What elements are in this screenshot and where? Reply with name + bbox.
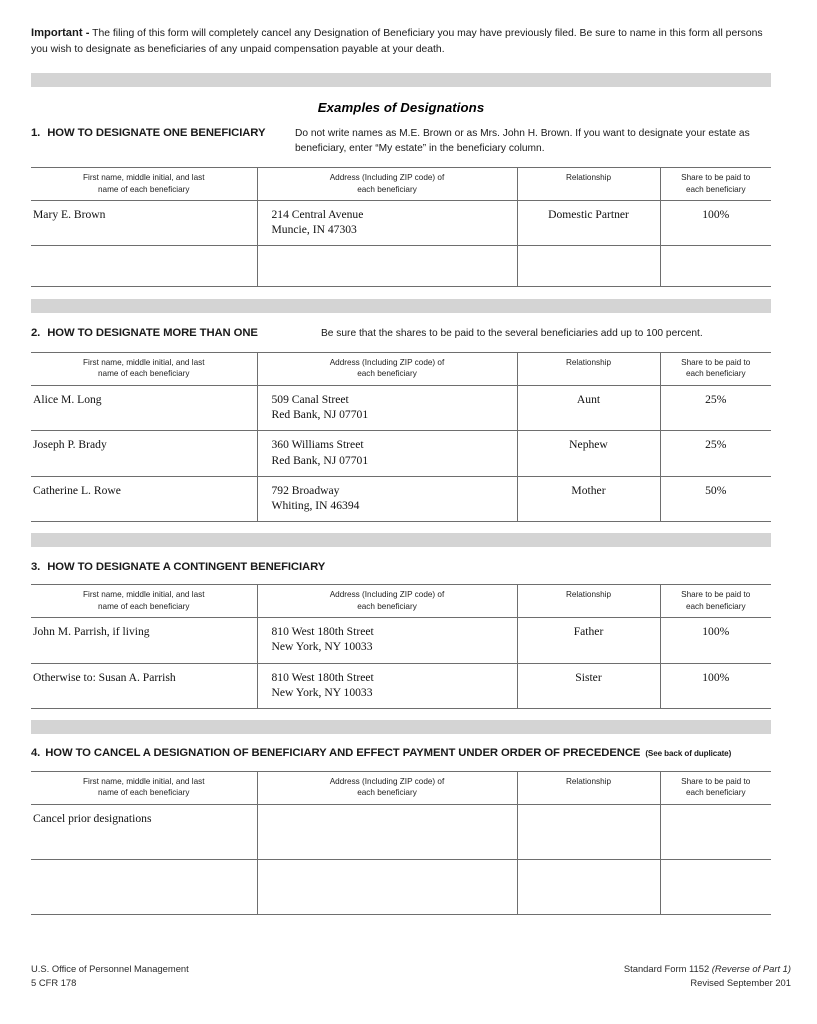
column-header-address bbox=[257, 168, 517, 201]
cell-relationship: Domestic Partner bbox=[517, 201, 660, 246]
column-header-name-line2: name of each beneficiary bbox=[98, 601, 190, 611]
section-title-3: HOW TO DESIGNATE A CONTINGENT BENEFICIARY bbox=[47, 561, 326, 574]
column-header-address-line2: each beneficiary bbox=[357, 601, 417, 611]
cell-address-line1: 509 Canal Street bbox=[271, 392, 349, 406]
column-header-relationship-label: Relationship bbox=[565, 357, 612, 367]
cell-name: John M. Parrish, if living bbox=[31, 618, 257, 663]
column-header-address-line2: each beneficiary bbox=[357, 788, 417, 798]
footer-form-line bbox=[391, 962, 791, 976]
cell-name: Mary E. Brown bbox=[31, 201, 257, 246]
column-header-relationship bbox=[517, 352, 660, 385]
cell-address bbox=[257, 246, 517, 287]
column-header-relationship-label: Relationship bbox=[565, 173, 612, 182]
cell-address-line2: Red Bank, NJ 07701 bbox=[271, 408, 369, 422]
section-number-3: 3. bbox=[31, 561, 41, 574]
cell-name: Catherine L. Rowe bbox=[31, 476, 257, 521]
cell-name: Alice M. Long bbox=[31, 385, 257, 430]
table-header-row bbox=[31, 585, 771, 618]
cell-share: 100% bbox=[660, 618, 771, 663]
column-header-name-line2: name of each beneficiary bbox=[98, 369, 190, 379]
section-subnote-4: (See back of duplicate) bbox=[645, 748, 732, 758]
column-header-share bbox=[660, 168, 771, 201]
column-header-name bbox=[31, 352, 257, 385]
cell-share: 25% bbox=[660, 431, 771, 476]
footer-form-block bbox=[391, 962, 791, 990]
important-label: Important - bbox=[31, 27, 90, 39]
section-header-1 bbox=[31, 127, 771, 156]
column-header-address-line1: Address (Including ZIP code) of bbox=[329, 173, 445, 182]
table-row-empty bbox=[31, 246, 771, 287]
designation-table-3 bbox=[31, 584, 771, 709]
cell-share: 50% bbox=[660, 476, 771, 521]
column-header-share-line2: each beneficiary bbox=[685, 369, 746, 379]
designation-table-4 bbox=[31, 771, 771, 915]
cell-address bbox=[257, 618, 517, 663]
designation-table-2 bbox=[31, 352, 771, 522]
table-row bbox=[31, 804, 771, 859]
column-header-address-line1: Address (Including ZIP code) of bbox=[329, 590, 445, 600]
section-note-1: Do not write names as M.E. Brown or as Mrs. John H. Brown. If you want to designate your estate as beneficiary, enter “My estate” in the beneficiary column. bbox=[295, 128, 750, 154]
cell-share: 25% bbox=[660, 385, 771, 430]
separator-bar-3 bbox=[31, 720, 771, 734]
column-header-share-line1: Share to be paid to bbox=[681, 357, 751, 367]
form-content bbox=[31, 26, 771, 915]
separator-bar-2 bbox=[31, 533, 771, 547]
column-header-relationship bbox=[517, 771, 660, 804]
cell-address bbox=[257, 663, 517, 708]
section-title-1: HOW TO DESIGNATE ONE BENEFICIARY bbox=[47, 127, 266, 139]
section-header-2 bbox=[31, 327, 771, 342]
column-header-address-line2: each beneficiary bbox=[357, 184, 417, 194]
cell-address bbox=[257, 431, 517, 476]
cell-relationship bbox=[517, 246, 660, 287]
cell-address-line1: 792 Broadway bbox=[271, 483, 340, 497]
cell-address bbox=[257, 476, 517, 521]
important-text: The filing of this form will completely cancel any Designation of Beneficiary you may have previously filed. Be sure to name in this form all persons you wish to designate as beneficiaries of any unpaid compensation payable at your death. bbox=[31, 28, 763, 55]
footer-revised: Revised September 201 bbox=[690, 977, 791, 988]
column-header-share-line2: each beneficiary bbox=[685, 788, 746, 798]
cell-address-line1: 360 Williams Street bbox=[271, 438, 364, 452]
column-header-name-line1: First name, middle initial, and last bbox=[83, 776, 205, 786]
cell-name: Cancel prior designations bbox=[31, 804, 257, 859]
footer-form-part: (Reverse of Part 1) bbox=[711, 963, 791, 974]
footer-form-number: Standard Form 1152 bbox=[623, 963, 712, 974]
cell-relationship bbox=[517, 859, 660, 914]
cell-address-line2: Whiting, IN 46394 bbox=[271, 498, 360, 512]
column-header-share bbox=[660, 585, 771, 618]
column-header-name-line2: name of each beneficiary bbox=[98, 788, 190, 798]
separator-bar-1 bbox=[31, 299, 771, 313]
column-header-relationship-label: Relationship bbox=[565, 590, 612, 600]
table-row-empty bbox=[31, 859, 771, 914]
column-header-name bbox=[31, 585, 257, 618]
column-header-share-line1: Share to be paid to bbox=[681, 590, 751, 600]
cell-address bbox=[257, 385, 517, 430]
cell-share bbox=[660, 859, 771, 914]
cell-relationship bbox=[517, 804, 660, 859]
table-row bbox=[31, 385, 771, 430]
column-header-name-line1: First name, middle initial, and last bbox=[83, 173, 205, 182]
table-row bbox=[31, 663, 771, 708]
column-header-address bbox=[257, 771, 517, 804]
designation-table-1 bbox=[31, 167, 771, 287]
cell-address-line1: 214 Central Avenue bbox=[271, 208, 364, 221]
section-header-4 bbox=[31, 747, 771, 759]
cell-address bbox=[257, 804, 517, 859]
cell-address-line2: Muncie, IN 47303 bbox=[271, 223, 357, 237]
cell-address-line1: 810 West 180th Street bbox=[271, 625, 374, 639]
table-row bbox=[31, 201, 771, 246]
column-header-share-line1: Share to be paid to bbox=[681, 173, 751, 182]
cell-name bbox=[31, 859, 257, 914]
column-header-share-line2: each beneficiary bbox=[685, 601, 746, 611]
cell-relationship: Sister bbox=[517, 663, 660, 708]
cell-relationship: Mother bbox=[517, 476, 660, 521]
cell-relationship: Father bbox=[517, 618, 660, 663]
footer-regulation: 5 CFR 178 bbox=[31, 977, 77, 988]
cell-address bbox=[257, 859, 517, 914]
column-header-relationship bbox=[517, 168, 660, 201]
table-header-row bbox=[31, 771, 771, 804]
section-title-4: HOW TO CANCEL A DESIGNATION OF BENEFICIARY AND EFFECT PAYMENT UNDER ORDER OF PRECEDENCE bbox=[45, 746, 641, 759]
section-number-2: 2. bbox=[31, 327, 41, 340]
column-header-address bbox=[257, 585, 517, 618]
column-header-name bbox=[31, 771, 257, 804]
column-header-name bbox=[31, 168, 257, 201]
column-header-address bbox=[257, 352, 517, 385]
cell-share: 100% bbox=[660, 201, 771, 246]
cell-relationship: Aunt bbox=[517, 385, 660, 430]
column-header-name-line2: name of each beneficiary bbox=[98, 184, 190, 194]
column-header-share bbox=[660, 771, 771, 804]
section-number-4: 4. bbox=[31, 746, 41, 759]
cell-share: 100% bbox=[660, 663, 771, 708]
cell-name bbox=[31, 246, 257, 287]
table-row bbox=[31, 476, 771, 521]
table-row bbox=[31, 618, 771, 663]
section-title-2: HOW TO DESIGNATE MORE THAN ONE bbox=[47, 327, 258, 340]
column-header-address-line2: each beneficiary bbox=[357, 369, 417, 379]
cell-name: Otherwise to: Susan A. Parrish bbox=[31, 663, 257, 708]
section-header-3 bbox=[31, 561, 771, 573]
footer-agency-block bbox=[31, 962, 189, 990]
section-number-1: 1. bbox=[31, 127, 41, 139]
cell-address-line2: Red Bank, NJ 07701 bbox=[271, 453, 369, 467]
important-notice bbox=[31, 26, 769, 57]
cell-address-line1: 810 West 180th Street bbox=[271, 670, 374, 684]
cell-relationship: Nephew bbox=[517, 431, 660, 476]
cell-address-line2: New York, NY 10033 bbox=[271, 640, 373, 654]
cell-share bbox=[660, 246, 771, 287]
column-header-share-line2: each beneficiary bbox=[685, 184, 746, 194]
column-header-name-line1: First name, middle initial, and last bbox=[83, 590, 205, 600]
examples-title: Examples of Designations bbox=[317, 100, 485, 115]
table-row bbox=[31, 431, 771, 476]
cell-address-line2: New York, NY 10033 bbox=[271, 685, 373, 699]
column-header-address-line1: Address (Including ZIP code) of bbox=[329, 776, 445, 786]
table-header-row bbox=[31, 168, 771, 201]
column-header-share bbox=[660, 352, 771, 385]
column-header-name-line1: First name, middle initial, and last bbox=[83, 357, 205, 367]
table-header-row bbox=[31, 352, 771, 385]
separator-bar-top bbox=[31, 73, 771, 87]
section-note-2: Be sure that the shares to be paid to the several beneficiaries add up to 100 percent. bbox=[321, 328, 703, 340]
footer-agency: U.S. Office of Personnel Management bbox=[31, 963, 189, 974]
cell-name: Joseph P. Brady bbox=[31, 431, 257, 476]
cell-share bbox=[660, 804, 771, 859]
column-header-relationship-label: Relationship bbox=[565, 776, 612, 786]
column-header-share-line1: Share to be paid to bbox=[681, 776, 751, 786]
column-header-relationship bbox=[517, 585, 660, 618]
cell-address bbox=[257, 201, 517, 246]
column-header-address-line1: Address (Including ZIP code) of bbox=[329, 357, 445, 367]
